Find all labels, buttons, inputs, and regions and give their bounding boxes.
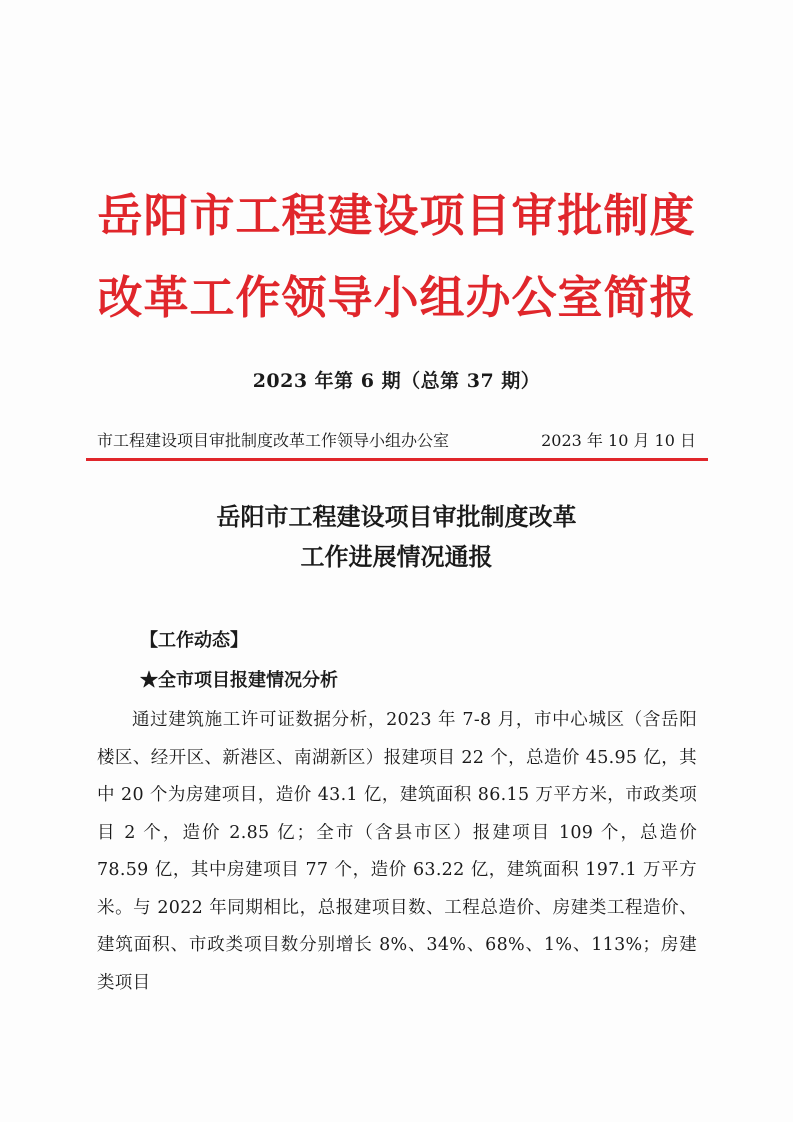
document-title-line-2: 工作进展情况通报 [300,542,493,571]
issue-number: 2023 年第 6 期（总第 37 期） [252,370,541,392]
body-paragraph: 通过建筑施工许可证数据分析，2023 年 7-8 月，市中心城区（含岳阳楼区、经开区、新港区、南湖新区）报建项目 22 个，总造价 45.95 亿，其中 20 个为房建项目，造价 43.1 亿，建筑面积 86.15 万平方米，市政类项目 2 个，造价 2.85 亿；全市（含县市区）报建项目 109 个，总造价 78.59 亿，其中房建项目 77 个，造价 63.22 亿，建筑面积 197.1 万平方米。与 2022 年同期相比，总报建项目数、工程总造价、房建类工程造价、建筑面积、市政类项目数分别增长 8%、34%、68%、1%、113%；房建类项目 [97,710,697,993]
document-title-line-1: 岳阳市工程建设项目审批制度改革 [216,502,577,531]
subsection-heading: ★全市项目报建情况分析 [140,670,338,691]
office-line [97,428,696,451]
red-divider [86,458,708,461]
section-heading: 【工作动态】 [140,630,248,651]
masthead-line-2: 改革工作领导小组办公室简报 [97,271,696,324]
issue-date: 2023 年 10 月 10 日 [541,431,696,450]
office-name: 市工程建设项目审批制度改革工作领导小组办公室 [97,431,450,450]
masthead-line-1: 岳阳市工程建设项目审批制度 [97,189,696,242]
